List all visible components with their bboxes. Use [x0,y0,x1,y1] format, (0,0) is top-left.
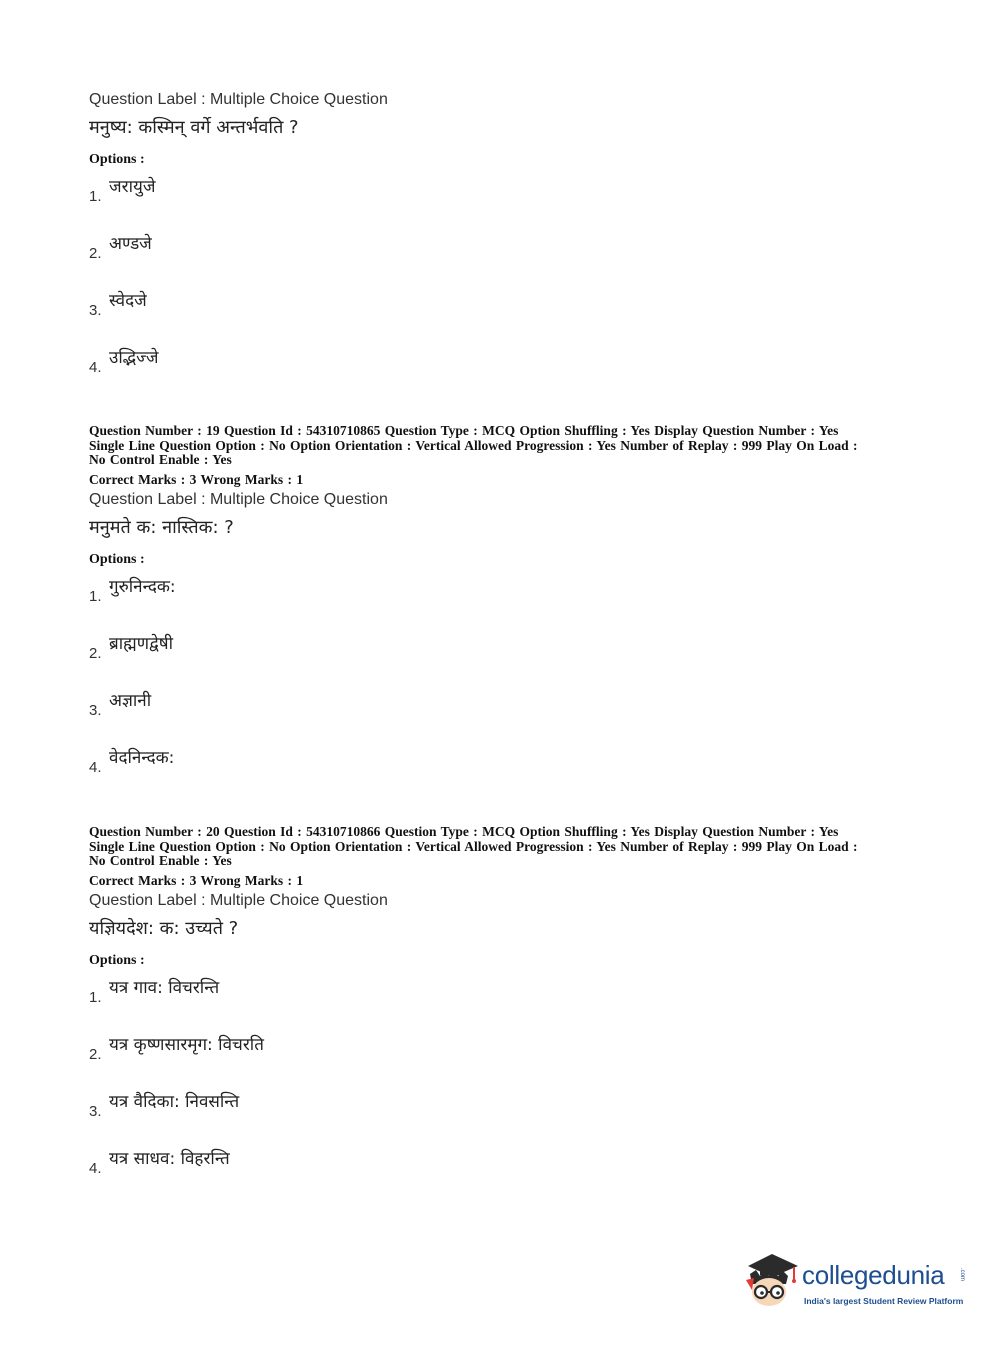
option-number: 2. [89,645,102,662]
meta-line: No Control Enable : Yes [89,853,232,868]
option-text: अण्डजे [109,234,152,254]
question-meta [89,825,919,888]
meta-line: Single Line Question Option : No Option Orientation : Vertical Allowed Progression : Yes Number of Replay : 999 Play On Load : [89,437,858,453]
option-text: यत्र गाव: विचरन्ति [109,978,220,998]
option-text: यत्र वैदिका: निवसन्ति [109,1092,240,1112]
option-number: 1. [89,989,102,1006]
option-item [89,1032,919,1089]
option-text: यत्र कृष्णसारमृग: विचरति [109,1035,264,1055]
options-heading: Options : [89,152,145,167]
question-meta [89,424,919,487]
question-label: Question Label : Multiple Choice Question [89,91,388,108]
options-heading: Options : [89,552,145,567]
option-item [89,574,919,631]
option-number: 2. [89,245,102,262]
options-list [89,975,919,1203]
option-number: 3. [89,702,102,719]
option-text: अज्ञानी [109,691,152,711]
option-text: जरायुजे [109,177,156,197]
option-number: 2. [89,1046,102,1063]
meta-line: Single Line Question Option : No Option Orientation : Vertical Allowed Progression : Yes Number of Replay : 999 Play On Load : [89,838,858,854]
meta-line: No Control Enable : Yes [89,452,232,467]
marks-line: Correct Marks : 3 Wrong Marks : 1 [89,872,304,888]
option-text: गुरुनिन्दक: [109,577,176,597]
option-item [89,174,919,231]
question-20 [89,825,919,1203]
option-text: यत्र साधव: विहरन्ति [109,1149,230,1169]
option-item [89,1089,919,1146]
option-number: 3. [89,1103,102,1120]
option-item [89,288,919,345]
option-number: 3. [89,302,102,319]
logo-tagline: India's largest Student Review Platform [804,1296,964,1306]
option-text: स्वेदजे [109,291,147,311]
question-text: मनुमते क: नास्तिक: ? [89,517,234,538]
option-number: 4. [89,759,102,776]
mascot-icon [742,1250,800,1310]
option-number: 1. [89,188,102,205]
option-item [89,745,919,802]
option-item [89,231,919,288]
options-list [89,174,919,402]
question-text: यज्ञियदेश: क: उच्यते ? [89,918,239,939]
options-list [89,574,919,802]
marks-line: Correct Marks : 3 Wrong Marks : 1 [89,471,304,487]
option-number: 4. [89,359,102,376]
logo-domain-suffix: .com [959,1268,965,1282]
option-number: 4. [89,1160,102,1177]
option-item [89,688,919,745]
question-text: मनुष्य: कस्मिन् वर्गे अन्तर्भवति ? [89,117,299,138]
collegedunia-logo[interactable] [742,1250,972,1315]
meta-line: Question Number : 20 Question Id : 54310710866 Question Type : MCQ Option Shuffling : Yes Display Question Number : Yes [89,824,839,839]
option-text: उद्भिज्जे [109,348,159,368]
option-number: 1. [89,588,102,605]
option-item [89,345,919,402]
question-label: Question Label : Multiple Choice Question [89,892,388,909]
option-item [89,1146,919,1203]
option-text: ब्राह्मणद्वेषी [109,634,174,654]
option-item [89,975,919,1032]
question-18 [89,90,919,402]
options-heading: Options : [89,953,145,968]
question-19 [89,424,919,802]
question-label: Question Label : Multiple Choice Question [89,491,388,508]
option-item [89,631,919,688]
option-text: वेदनिन्दक: [109,748,175,768]
logo-wordmark: collegedunia [802,1260,945,1290]
meta-line: Question Number : 19 Question Id : 54310710865 Question Type : MCQ Option Shuffling : Yes Display Question Number : Yes [89,423,839,438]
